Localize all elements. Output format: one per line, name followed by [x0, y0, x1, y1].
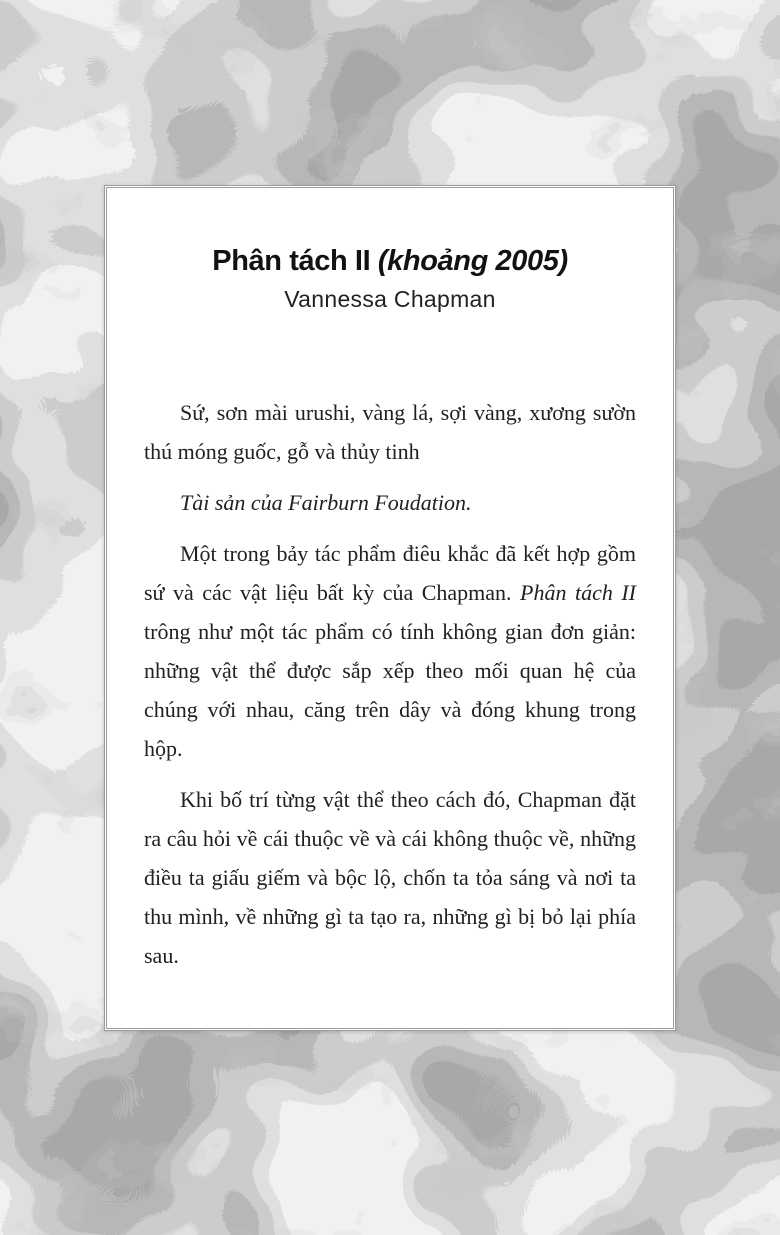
description-paragraph-1: [144, 534, 636, 768]
description-1-text-cont: trông như một tác phẩm có tính không gian đơn giản: những vật thể được sắp xếp theo mối quan hệ của chúng với nhau, căng trên dây và đóng khung trong hộp.: [144, 619, 636, 761]
artist-name: Vannessa Chapman: [284, 286, 496, 312]
artwork-caption-content: [107, 188, 673, 975]
description-paragraph-2: Khi bố trí từng vật thể theo cách đó, Chapman đặt ra câu hỏi về cái thuộc về và cái không thuộc về, những điều ta giấu giếm và bộc lộ, chốn ta tỏa sáng và nơi ta thu mình, về những gì ta tạo ra, những gì bị bỏ lại phía sau.: [144, 787, 636, 968]
artwork-title-date: (khoảng 2005): [377, 245, 568, 277]
description-1-text: Một trong bảy tác phẩm điêu khắc đã kết hợp gồm sứ và các vật liệu bất kỳ của Chapman.: [144, 541, 636, 605]
caption-body: [144, 393, 636, 975]
materials-paragraph: Sứ, sơn mài urushi, vàng lá, sợi vàng, xương sườn thú móng guốc, gỗ và thủy tinh: [144, 400, 636, 464]
artwork-title-name: Phân tách II: [212, 245, 378, 277]
description-1-artwork-ref: Phân tách II: [520, 580, 636, 605]
artwork-caption-card: [104, 185, 676, 1031]
artwork-title: [144, 244, 636, 278]
credit-line: Tài sản của Fairburn Foudation.: [180, 490, 472, 515]
